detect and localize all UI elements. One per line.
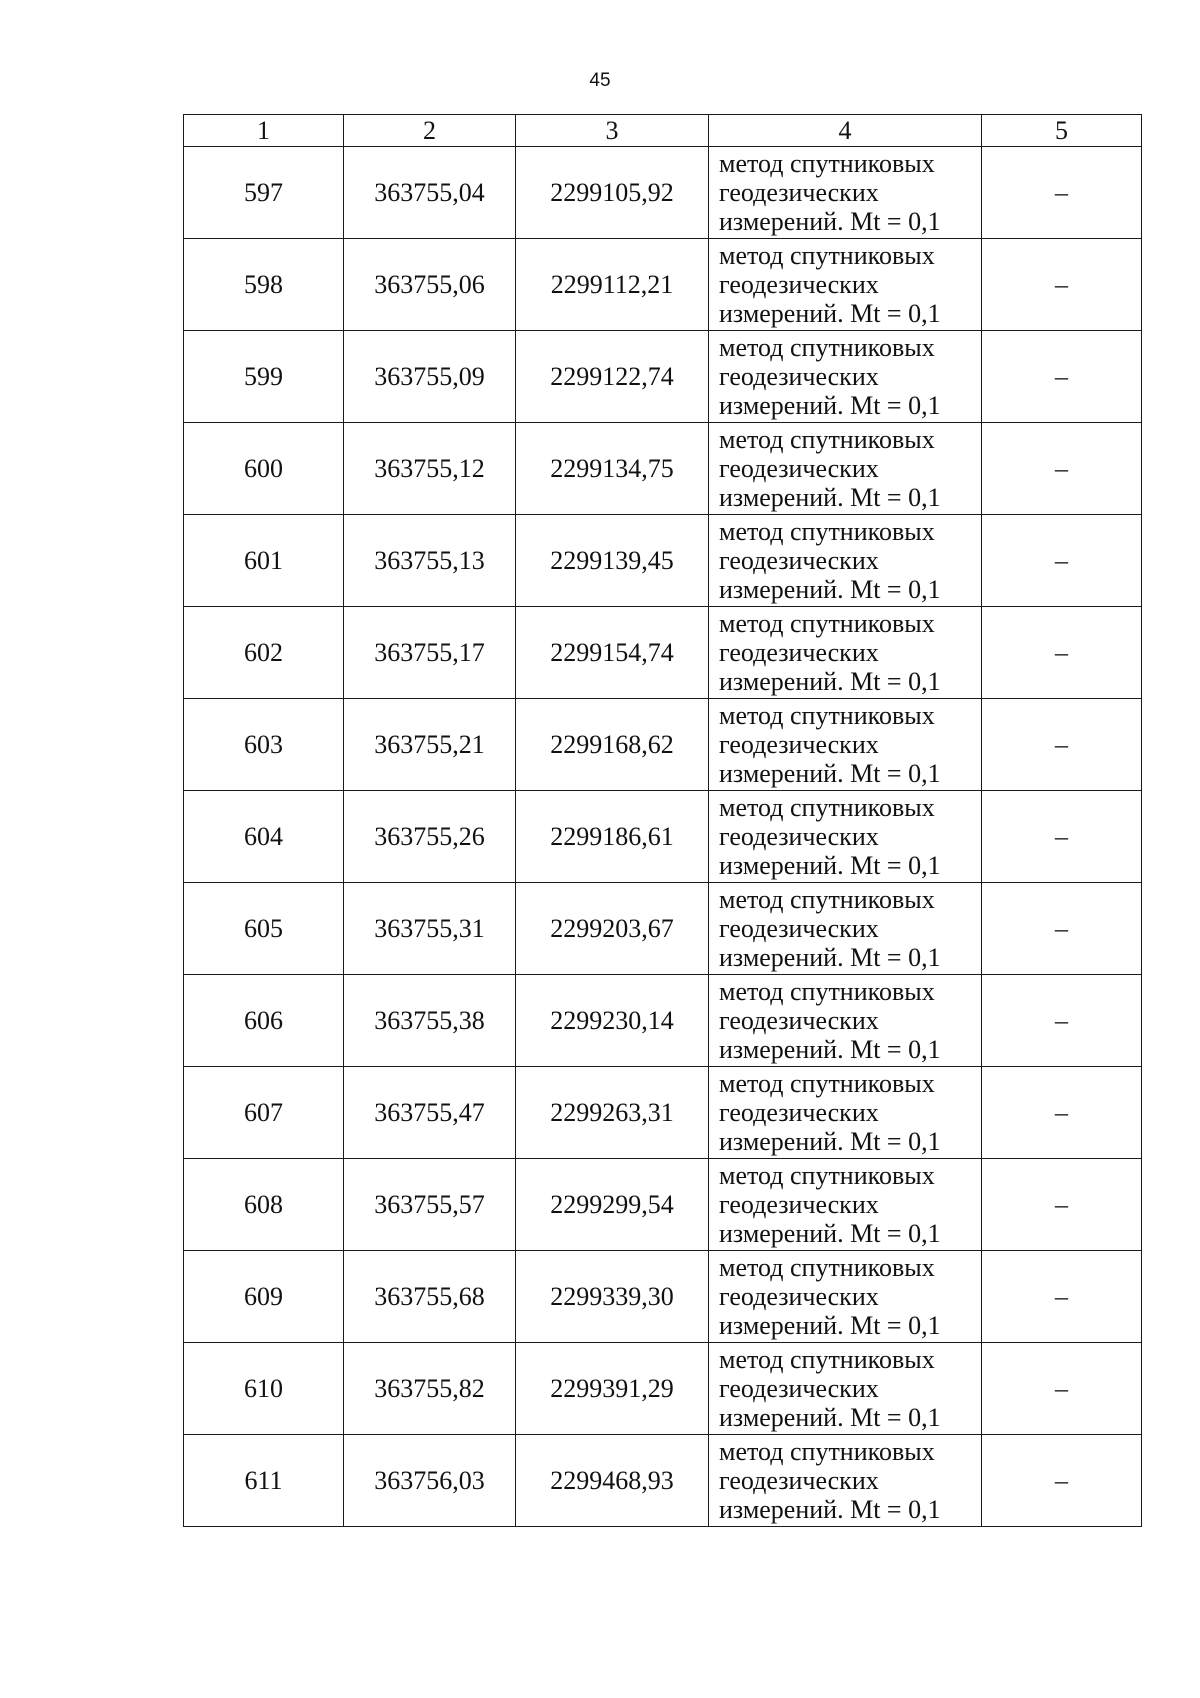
method-cell [709,239,982,331]
y-coordinate-cell: 2299391,29 [516,1343,709,1435]
table-row [184,1435,1142,1527]
table-row [184,699,1142,791]
table-row [184,607,1142,699]
method-line: геодезических [719,178,879,207]
table-row [184,1343,1142,1435]
method-line: геодезических [719,730,879,759]
method-line: измерений. Mt = 0,1 [719,299,941,328]
page-number: 45 [589,70,611,91]
method-line: геодезических [719,270,879,299]
method-line: геодезических [719,638,879,667]
point-number-cell: 611 [184,1435,344,1527]
note-cell: – [982,423,1142,515]
method-line: измерений. Mt = 0,1 [719,391,941,420]
method-line: геодезических [719,1006,879,1035]
header-row [184,115,1142,147]
method-line: измерений. Mt = 0,1 [719,1311,941,1340]
method-line: метод спутниковых [719,1345,935,1374]
table-row [184,1159,1142,1251]
method-line: измерений. Mt = 0,1 [719,1403,941,1432]
method-line: метод спутниковых [719,517,935,546]
x-coordinate-cell: 363755,26 [344,791,516,883]
table-row [184,791,1142,883]
y-coordinate-cell: 2299203,67 [516,883,709,975]
method-line: геодезических [719,454,879,483]
method-line: измерений. Mt = 0,1 [719,1219,941,1248]
method-line: метод спутниковых [719,977,935,1006]
y-coordinate-cell: 2299186,61 [516,791,709,883]
method-line: геодезических [719,1190,879,1219]
table-row [184,515,1142,607]
y-coordinate-cell: 2299339,30 [516,1251,709,1343]
point-number-cell: 601 [184,515,344,607]
y-coordinate-cell: 2299263,31 [516,1067,709,1159]
table-row [184,1067,1142,1159]
method-cell [709,1251,982,1343]
table-row [184,239,1142,331]
method-cell [709,331,982,423]
method-line: геодезических [719,1098,879,1127]
note-cell: – [982,239,1142,331]
point-number-cell: 604 [184,791,344,883]
coordinates-table [183,114,1142,1527]
method-line: измерений. Mt = 0,1 [719,759,941,788]
method-cell [709,423,982,515]
note-cell: – [982,147,1142,239]
method-line: метод спутниковых [719,609,935,638]
method-line: измерений. Mt = 0,1 [719,943,941,972]
note-cell: – [982,1343,1142,1435]
method-line: геодезических [719,1282,879,1311]
method-line: метод спутниковых [719,425,935,454]
point-number-cell: 599 [184,331,344,423]
method-cell [709,699,982,791]
y-coordinate-cell: 2299468,93 [516,1435,709,1527]
note-cell: – [982,1159,1142,1251]
note-cell: – [982,515,1142,607]
method-line: метод спутниковых [719,241,935,270]
method-line: метод спутниковых [719,701,935,730]
column-header: 5 [982,115,1142,147]
method-cell [709,1067,982,1159]
method-cell [709,607,982,699]
note-cell: – [982,699,1142,791]
point-number-cell: 607 [184,1067,344,1159]
method-cell [709,1343,982,1435]
y-coordinate-cell: 2299139,45 [516,515,709,607]
method-line: геодезических [719,1466,879,1495]
note-cell: – [982,883,1142,975]
method-line: метод спутниковых [719,1069,935,1098]
method-cell [709,1435,982,1527]
x-coordinate-cell: 363755,06 [344,239,516,331]
method-line: метод спутниковых [719,885,935,914]
method-line: измерений. Mt = 0,1 [719,1035,941,1064]
x-coordinate-cell: 363755,47 [344,1067,516,1159]
point-number-cell: 610 [184,1343,344,1435]
point-number-cell: 603 [184,699,344,791]
method-line: измерений. Mt = 0,1 [719,207,941,236]
y-coordinate-cell: 2299112,21 [516,239,709,331]
x-coordinate-cell: 363755,12 [344,423,516,515]
method-cell [709,883,982,975]
point-number-cell: 598 [184,239,344,331]
x-coordinate-cell: 363755,57 [344,1159,516,1251]
point-number-cell: 600 [184,423,344,515]
y-coordinate-cell: 2299299,54 [516,1159,709,1251]
table-row [184,883,1142,975]
note-cell: – [982,331,1142,423]
method-line: измерений. Mt = 0,1 [719,1127,941,1156]
column-header: 4 [709,115,982,147]
point-number-cell: 609 [184,1251,344,1343]
method-line: измерений. Mt = 0,1 [719,667,941,696]
x-coordinate-cell: 363755,17 [344,607,516,699]
table-row [184,975,1142,1067]
method-line: геодезических [719,546,879,575]
table-body [184,147,1142,1527]
method-line: измерений. Mt = 0,1 [719,851,941,880]
y-coordinate-cell: 2299105,92 [516,147,709,239]
x-coordinate-cell: 363756,03 [344,1435,516,1527]
method-line: метод спутниковых [719,149,935,178]
x-coordinate-cell: 363755,68 [344,1251,516,1343]
note-cell: – [982,1251,1142,1343]
method-line: геодезических [719,914,879,943]
y-coordinate-cell: 2299122,74 [516,331,709,423]
table-header [184,115,1142,147]
y-coordinate-cell: 2299168,62 [516,699,709,791]
table-row [184,331,1142,423]
x-coordinate-cell: 363755,09 [344,331,516,423]
note-cell: – [982,975,1142,1067]
note-cell: – [982,791,1142,883]
method-cell [709,975,982,1067]
method-line: измерений. Mt = 0,1 [719,483,941,512]
point-number-cell: 605 [184,883,344,975]
table-row [184,1251,1142,1343]
method-cell [709,791,982,883]
column-header: 3 [516,115,709,147]
x-coordinate-cell: 363755,21 [344,699,516,791]
point-number-cell: 606 [184,975,344,1067]
method-line: геодезических [719,1374,879,1403]
x-coordinate-cell: 363755,31 [344,883,516,975]
table-row [184,147,1142,239]
y-coordinate-cell: 2299134,75 [516,423,709,515]
method-line: метод спутниковых [719,1437,935,1466]
method-line: метод спутниковых [719,1161,935,1190]
y-coordinate-cell: 2299154,74 [516,607,709,699]
column-header: 2 [344,115,516,147]
table-row [184,423,1142,515]
x-coordinate-cell: 363755,13 [344,515,516,607]
method-line: геодезических [719,822,879,851]
y-coordinate-cell: 2299230,14 [516,975,709,1067]
method-line: измерений. Mt = 0,1 [719,575,941,604]
method-line: метод спутниковых [719,1253,935,1282]
method-cell [709,1159,982,1251]
point-number-cell: 608 [184,1159,344,1251]
x-coordinate-cell: 363755,04 [344,147,516,239]
method-line: метод спутниковых [719,333,935,362]
point-number-cell: 597 [184,147,344,239]
note-cell: – [982,1067,1142,1159]
x-coordinate-cell: 363755,38 [344,975,516,1067]
method-cell [709,515,982,607]
note-cell: – [982,607,1142,699]
column-header: 1 [184,115,344,147]
method-line: геодезических [719,362,879,391]
point-number-cell: 602 [184,607,344,699]
method-line: метод спутниковых [719,793,935,822]
x-coordinate-cell: 363755,82 [344,1343,516,1435]
method-cell [709,147,982,239]
method-line: измерений. Mt = 0,1 [719,1495,941,1524]
note-cell: – [982,1435,1142,1527]
